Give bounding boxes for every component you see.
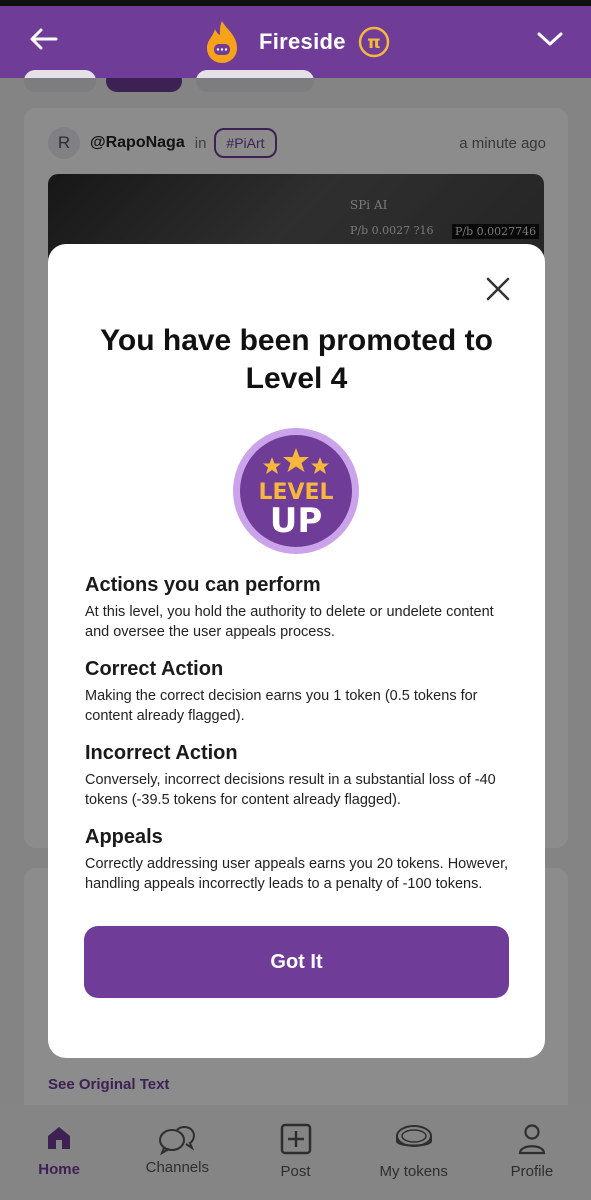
nav-label-channels: Channels	[145, 1159, 209, 1176]
media-caption: SPi AI	[350, 198, 388, 212]
modal-title-line: Level 4	[245, 362, 348, 395]
see-original-text-link[interactable]: See Original Text	[48, 1076, 170, 1093]
header-menu-button[interactable]	[535, 24, 565, 54]
nav-label-home: Home	[38, 1161, 80, 1178]
section-actions	[85, 574, 515, 642]
close-button[interactable]	[483, 274, 513, 304]
post-in-label: in	[194, 134, 207, 152]
pi-symbol: π	[367, 33, 381, 53]
modal-title-line: You have been promoted to	[100, 324, 493, 357]
section-title: Appeals	[85, 826, 163, 848]
nav-label-post: Post	[280, 1163, 311, 1180]
badge-text-level: LEVEL	[258, 480, 334, 505]
section-body: Conversely, incorrect decisions result in a substantial loss of -40 tokens (-39.5 tokens for content already flagged).	[85, 772, 496, 808]
close-icon	[486, 277, 510, 301]
nav-label-profile: Profile	[510, 1163, 554, 1180]
media-caption: P/b 0.0027 ?16	[350, 224, 434, 237]
section-title: Correct Action	[85, 658, 224, 680]
section-body: Correctly addressing user appeals earns you 20 tokens. However, handling appeals incorrectly leads to a penalty of -100 tokens.	[85, 856, 509, 892]
level-up-modal	[48, 244, 545, 1058]
section-correct-action	[85, 658, 515, 726]
post-username[interactable]: @RapoNaga	[90, 134, 185, 151]
section-title: Incorrect Action	[85, 742, 238, 764]
app-title: Fireside	[259, 29, 346, 54]
section-title: Actions you can perform	[85, 574, 321, 596]
arrow-left-icon	[28, 27, 58, 51]
avatar[interactable]: R	[48, 127, 80, 159]
app-header	[0, 6, 591, 78]
got-it-button[interactable]: Got It	[84, 926, 509, 998]
modal-sections	[85, 574, 515, 910]
back-button[interactable]	[26, 22, 60, 56]
level-up-badge-icon	[232, 427, 360, 555]
section-body: At this level, you hold the authority to delete or undelete content and oversee the user appeals process.	[85, 604, 494, 640]
fireside-flame-logo-icon	[205, 19, 239, 65]
brand	[205, 16, 390, 68]
chevron-down-icon	[537, 31, 563, 47]
modal-title	[68, 322, 525, 398]
section-appeals	[85, 826, 515, 894]
section-body: Making the correct decision earns you 1 token (0.5 tokens for content already flagged).	[85, 688, 478, 724]
pi-coin-icon	[358, 26, 390, 58]
nav-label-my-tokens: My tokens	[379, 1163, 448, 1180]
media-caption: P/b 0.0027746	[452, 224, 539, 239]
channel-tag[interactable]: #PiArt	[214, 128, 276, 158]
badge-text-up: UP	[269, 501, 323, 541]
nav-backdrop	[0, 1105, 591, 1200]
post-time: a minute ago	[459, 134, 546, 152]
section-incorrect-action	[85, 742, 515, 810]
